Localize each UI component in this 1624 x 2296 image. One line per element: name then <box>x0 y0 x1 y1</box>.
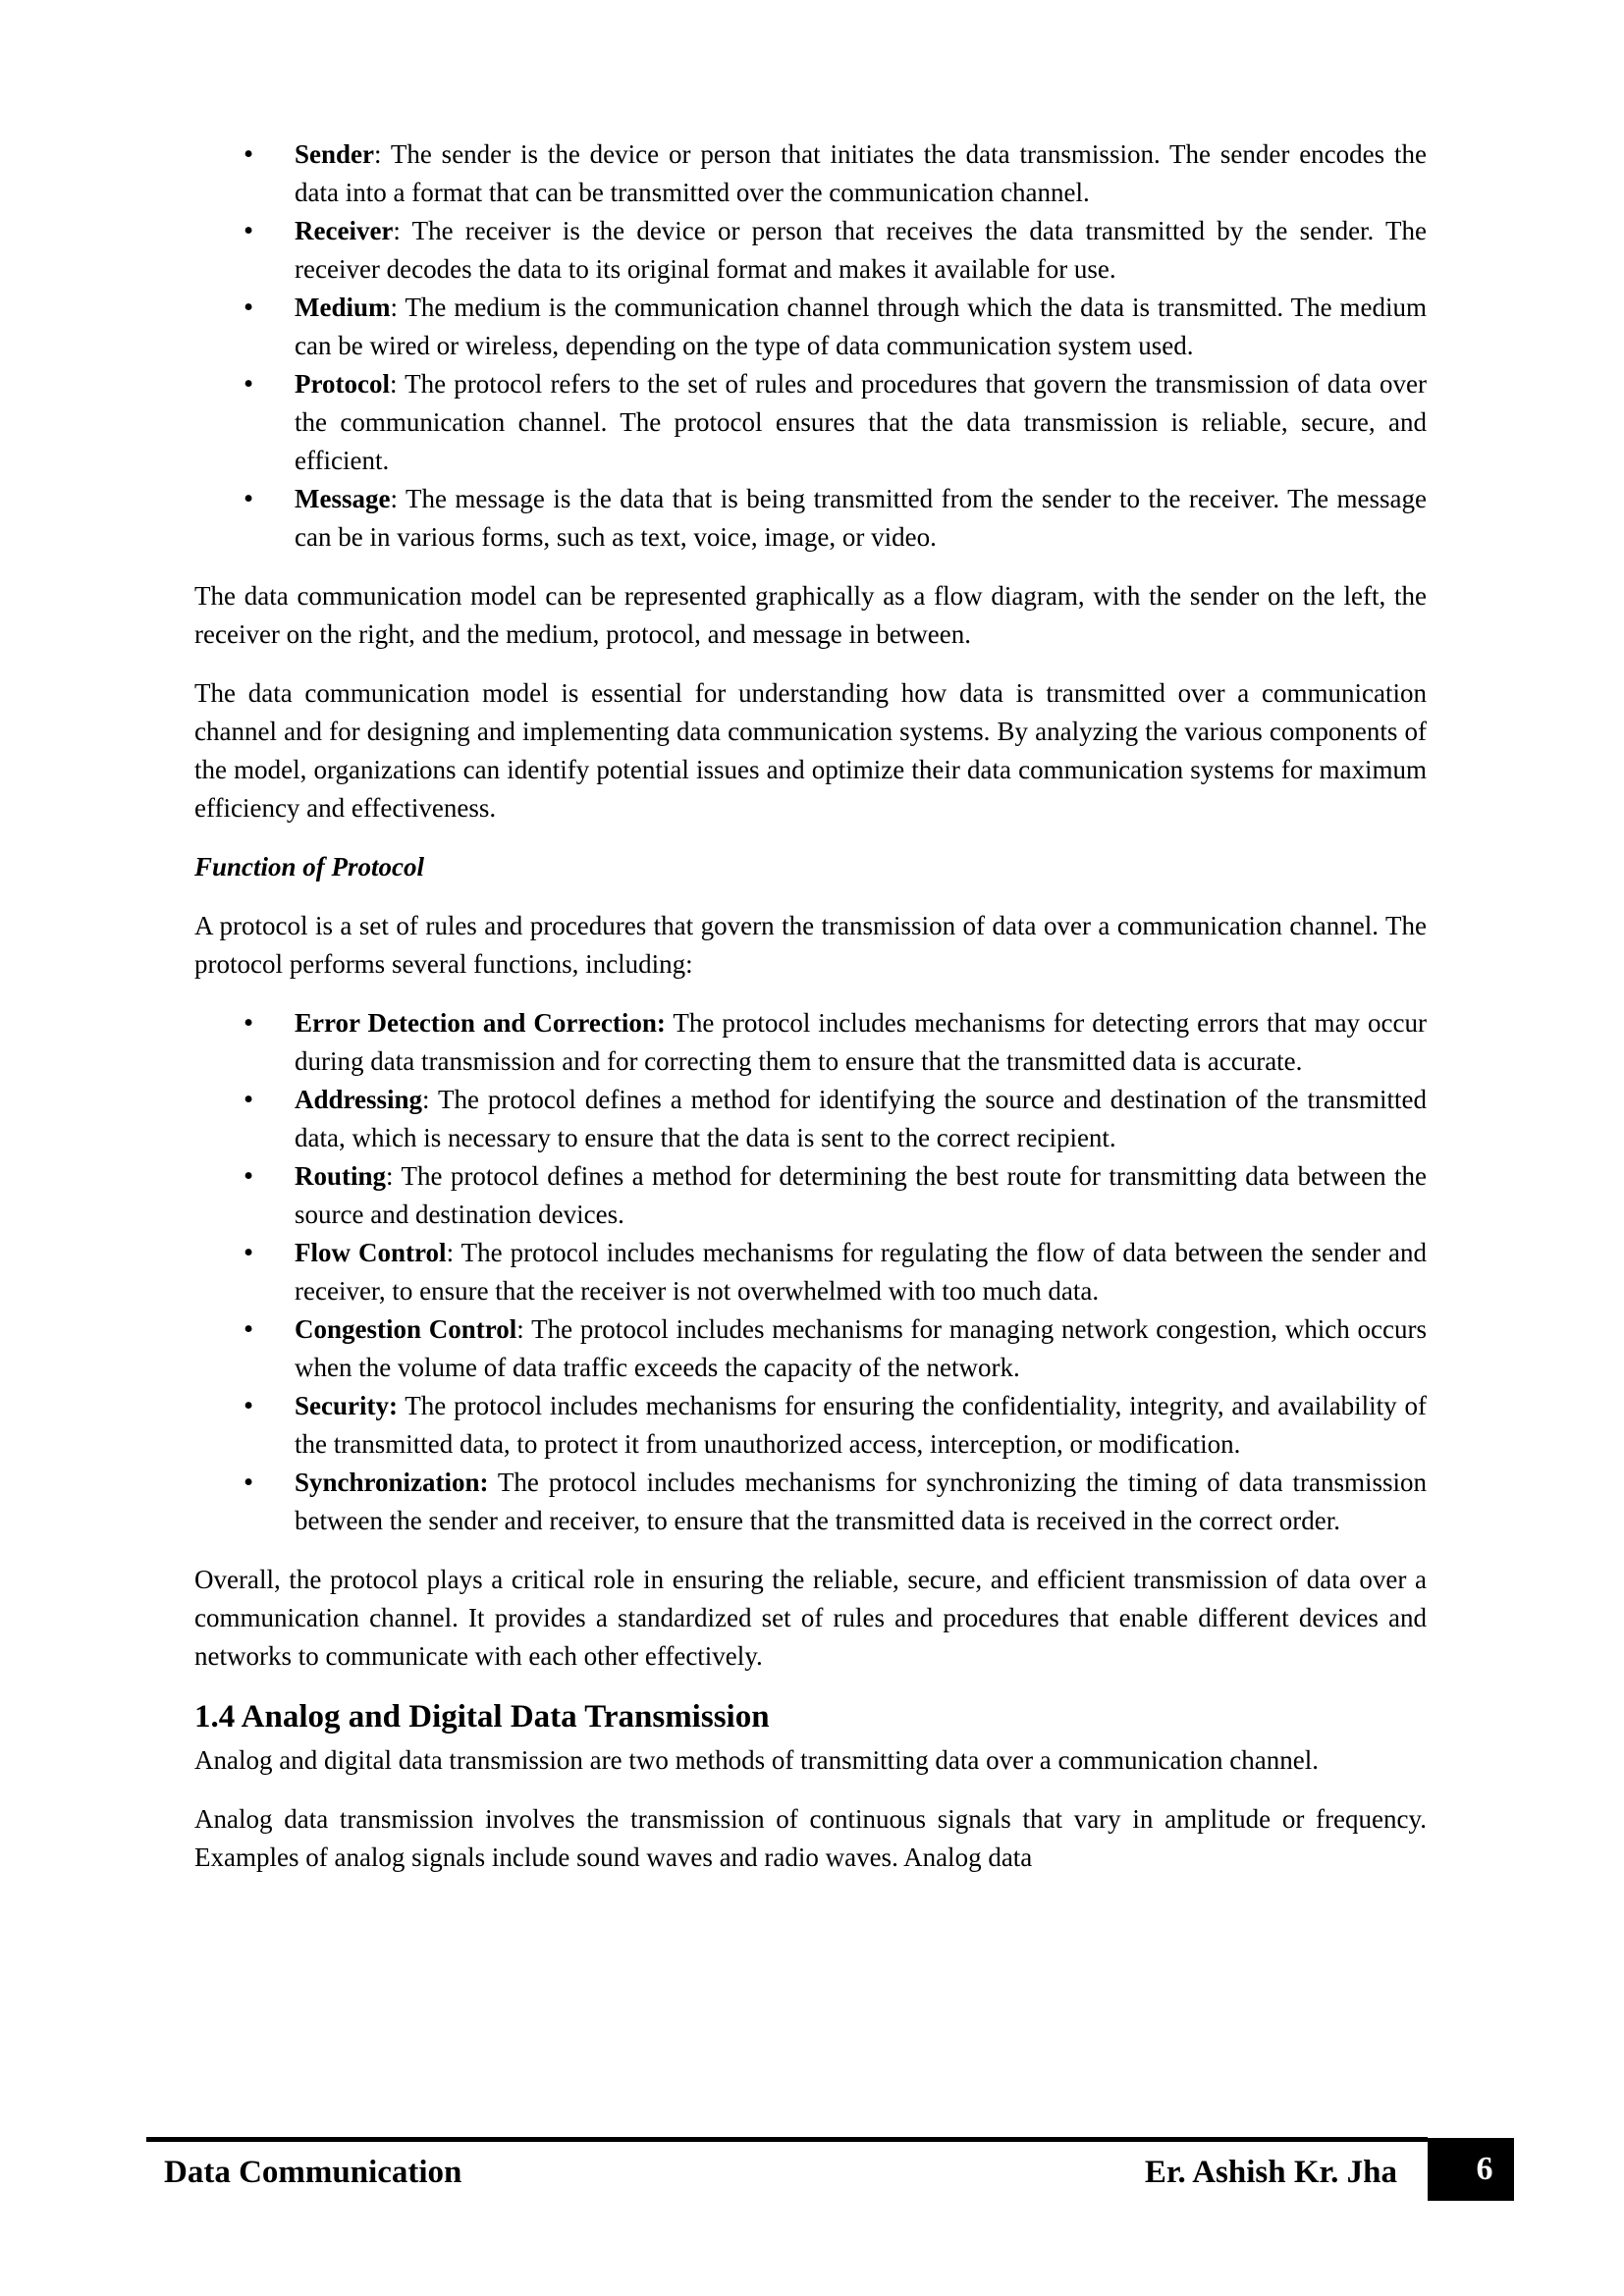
term-description: : The protocol refers to the set of rules and procedures that govern the transmission of data over the communication channel. The protocol ensures that the data transmission is reliable, secure, and efficient. <box>295 369 1427 475</box>
term-label: Sender <box>295 139 374 169</box>
term-label: Protocol <box>295 369 390 399</box>
page-number-badge: 6 <box>1428 2138 1514 2201</box>
term-description: : The protocol includes mechanisms for regulating the flow of data between the sender and receiver, to ensure that the receiver is not overwhelmed with too much data. <box>295 1238 1428 1306</box>
bullet-icon: • <box>244 483 254 514</box>
list-item-message <box>194 480 1427 557</box>
term-label: Message <box>295 484 391 513</box>
paragraph-model-essential: The data communication model is essential for understanding how data is transmitted over a communication channel and for designing and implementing data communication systems. By analyzing the various components of the model, organizations can identify potential issues and optimize their data communication systems for maximum efficiency and effectiveness. <box>194 678 1427 823</box>
list-item-error-detection <box>194 1004 1427 1081</box>
term-description: : The medium is the communication channel through which the data is transmitted. The medium can be wired or wireless, depending on the type of data communication system used. <box>295 293 1427 360</box>
term-label: Routing <box>295 1161 387 1191</box>
term-label: Flow Control <box>295 1238 447 1267</box>
bullet-icon: • <box>244 215 254 246</box>
list-item-congestion-control <box>194 1310 1427 1387</box>
paragraph-overall: Overall, the protocol plays a critical role in ensuring the reliable, secure, and efficient transmission of data over a communication channel. It provides a standardized set of rules and procedures that enable different devices and networks to communicate with each other effectively. <box>194 1565 1427 1671</box>
list-item-security <box>194 1387 1427 1464</box>
term-description: : The protocol defines a method for determining the best route for transmitting data between the source and destination devices. <box>295 1161 1427 1229</box>
list-item-synchronization <box>194 1464 1427 1540</box>
footer-document-title: Data Communication <box>164 2155 462 2190</box>
term-description: : The message is the data that is being transmitted from the sender to the receiver. The message can be in various forms, such as text, voice, image, or video. <box>295 484 1427 552</box>
bullet-icon: • <box>244 1467 254 1498</box>
term-description: : The protocol defines a method for identifying the source and destination of the transmitted data, which is necessary to ensure that the data is sent to the correct recipient. <box>295 1085 1427 1152</box>
term-label: Addressing <box>295 1085 423 1114</box>
term-label: Receiver <box>295 216 394 245</box>
bullet-icon: • <box>244 1390 254 1421</box>
term-description: : The protocol includes mechanisms for managing network congestion, which occurs when the volume of data traffic exceeds the capacity of the network. <box>295 1314 1427 1382</box>
bullet-icon: • <box>244 138 254 170</box>
term-label: Error Detection and Correction: <box>295 1008 666 1038</box>
protocol-functions-bullet-list <box>194 1004 1427 1540</box>
paragraph-flow-diagram: The data communication model can be represented graphically as a flow diagram, with the sender on the left, the receiver on the right, and the medium, protocol, and message in between. <box>194 581 1427 649</box>
paragraph-analog-transmission: Analog data transmission involves the transmission of continuous signals that vary in amplitude or frequency. Examples of analog signals include sound waves and radio waves. Analog data <box>194 1804 1427 1872</box>
bullet-icon: • <box>244 1160 254 1192</box>
term-description: : The receiver is the device or person that receives the data transmitted by the sender. The receiver decodes the data to its original format and makes it available for use. <box>295 216 1427 284</box>
bullet-icon: • <box>244 1084 254 1115</box>
term-label: Medium <box>295 293 391 322</box>
term-description: The protocol includes mechanisms for ensuring the confidentiality, integrity, and availability of the transmitted data, to protect it from unauthorized access, interception, or modification. <box>295 1391 1427 1459</box>
page-content <box>194 135 1427 1897</box>
bullet-icon: • <box>244 292 254 323</box>
heading-analog-digital: 1.4 Analog and Digital Data Transmission <box>194 1699 770 1735</box>
term-label: Security: <box>295 1391 398 1420</box>
bullet-icon: • <box>244 1237 254 1268</box>
list-item-routing <box>194 1157 1427 1234</box>
paragraph-analog-intro: Analog and digital data transmission are two methods of transmitting data over a communication channel. <box>194 1745 1319 1775</box>
term-label: Synchronization: <box>295 1468 489 1497</box>
components-bullet-list <box>194 135 1427 557</box>
list-item-addressing <box>194 1081 1427 1157</box>
list-item-sender <box>194 135 1427 212</box>
list-item-protocol <box>194 365 1427 480</box>
term-description: The protocol includes mechanisms for detecting errors that may occur during data transmission and for correcting them to ensure that the transmitted data is accurate. <box>295 1008 1427 1076</box>
footer-author: Er. Ashish Kr. Jha <box>1144 2155 1397 2190</box>
term-description: The protocol includes mechanisms for synchronizing the timing of data transmission between the sender and receiver, to ensure that the transmitted data is received in the correct order. <box>295 1468 1427 1535</box>
paragraph-protocol-intro: A protocol is a set of rules and procedures that govern the transmission of data over a communication channel. The protocol performs several functions, including: <box>194 911 1427 979</box>
list-item-receiver <box>194 212 1427 289</box>
bullet-icon: • <box>244 368 254 400</box>
bullet-icon: • <box>244 1313 254 1345</box>
list-item-flow-control <box>194 1234 1427 1310</box>
list-item-medium <box>194 289 1427 365</box>
term-description: : The sender is the device or person that initiates the data transmission. The sender encodes the data into a format that can be transmitted over the communication channel. <box>295 139 1427 207</box>
footer-rule <box>146 2137 1428 2142</box>
heading-function-of-protocol: Function of Protocol <box>194 852 425 881</box>
bullet-icon: • <box>244 1007 254 1039</box>
term-label: Congestion Control <box>295 1314 517 1344</box>
